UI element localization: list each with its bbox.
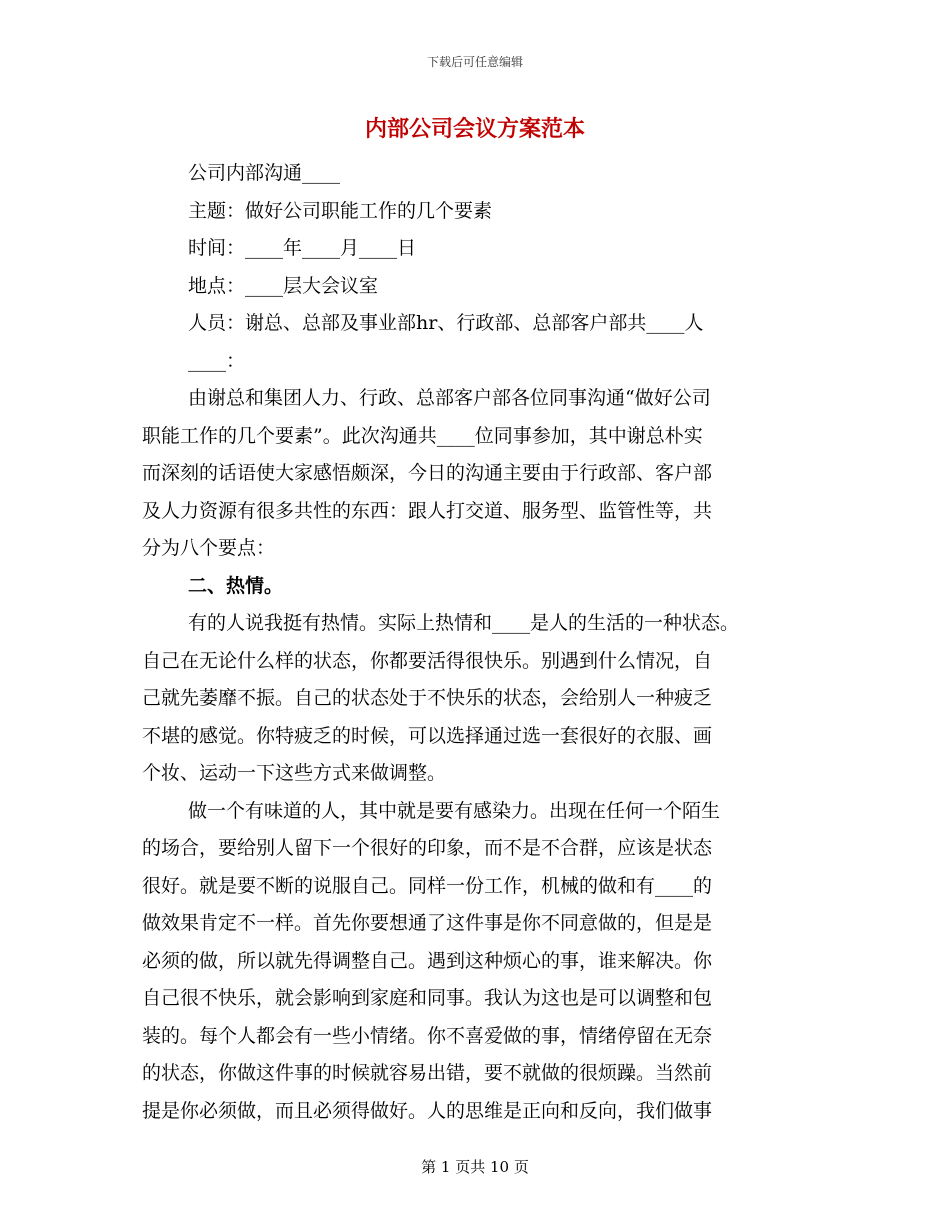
intro-line: 而深刻的话语使大家感悟颇深，今日的沟通主要由于行政部、客户部: [142, 462, 713, 484]
paragraph2-line: 很好。就是要不断的说服自己。同样一份工作，机械的做和有____的: [142, 874, 713, 897]
intro-line: 及人力资源有很多共性的东西：跟人打交道、服务型、监管性等，共: [142, 499, 713, 522]
page-header: 下载后可任意编辑: [426, 55, 523, 69]
intro-line: 分为八个要点：: [142, 537, 276, 559]
meta-subject: 主题：做好公司职能工作的几个要素: [188, 199, 493, 222]
paragraph2-line: 的场合，要给别人留下一个很好的印象，而不是不合群，应该是状态: [142, 837, 713, 859]
document-body: [142, 155, 814, 1130]
paragraph2-line: 装的。每个人都会有一些小情绪。你不喜爱做的事，情绪停留在无奈: [142, 1024, 713, 1047]
document-title: 内部公司会议方案范本: [364, 116, 585, 142]
paragraph2-line: 必须的做，所以就先得调整自己。遇到这种烦心的事，谁来解决。你: [142, 949, 713, 972]
paragraph2-line: 做效果肯定不一样。首先你要想通了这件事是你不同意做的，但是是: [142, 912, 713, 934]
paragraph1-line: 个妆、运动一下这些方式来做调整。: [142, 762, 447, 784]
meta-place: 地点：____层大会议室: [188, 274, 379, 297]
intro-line: 由谢总和集团人力、行政、总部客户部各位同事沟通“做好公司: [188, 387, 711, 409]
meta-time: 时间：____年____月____日: [188, 237, 417, 259]
paragraph1-line: 己就先萎靡不振。自己的状态处于不快乐的状态，会给别人一种疲乏: [142, 687, 713, 709]
paragraph2-line: 的状态，你做这件事的时候就容易出错，要不就做的很烦躁。当然前: [142, 1062, 713, 1084]
paragraph1-line: 自己在无论什么样的状态，你都要活得很快乐。别遇到什么情况，自: [142, 649, 713, 672]
intro-line: 职能工作的几个要素”。此次沟通共____位同事参加，其中谢总朴实: [142, 424, 703, 447]
meta-people: 人员：谢总、总部及事业部hr、行政部、总部客户部共____人: [188, 312, 704, 334]
paragraph2-line: 提是你必须做，而且必须得做好。人的思维是正向和反向，我们做事: [142, 1099, 713, 1122]
paragraph2-line: 自己很不快乐，就会影响到家庭和同事。我认为这也是可以调整和包: [142, 987, 713, 1009]
meta-topic-line: 公司内部沟通____: [188, 162, 341, 184]
page-footer: 第 1 页共 10 页: [421, 1158, 529, 1176]
paragraph2-line: 做一个有味道的人，其中就是要有感染力。出现在任何一个陌生: [188, 799, 721, 822]
section-heading: 二、热情。: [188, 574, 284, 597]
meta-people-continued: ____：: [188, 349, 246, 372]
paragraph1-line: 有的人说我挺有热情。实际上热情和____是人的生活的一种状态。: [188, 612, 740, 634]
paragraph1-line: 不堪的感觉。你特疲乏的时候，可以选择通过选一套很好的衣服、画: [142, 724, 713, 747]
